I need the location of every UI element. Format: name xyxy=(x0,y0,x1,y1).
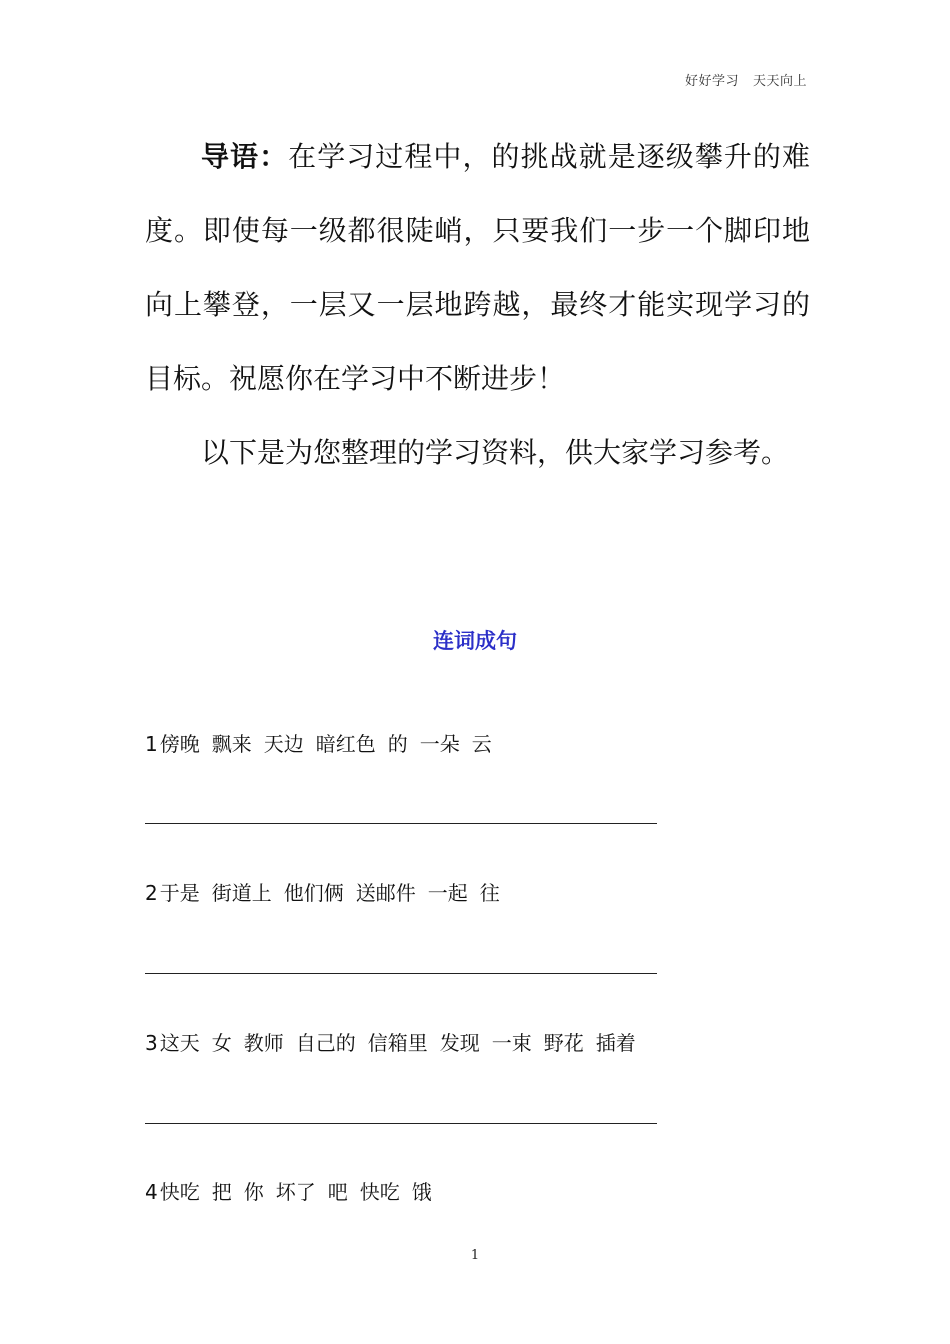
header-right-text: 天天向上 xyxy=(752,74,807,89)
question-number: 4 xyxy=(145,1180,158,1204)
question-word: 坏了 xyxy=(275,1180,316,1204)
question-word: 天边 xyxy=(263,732,304,756)
question-word: 女 xyxy=(211,1031,232,1055)
question-word: 一朵 xyxy=(419,732,460,756)
question-word: 饿 xyxy=(411,1180,432,1204)
question-word: 发现 xyxy=(439,1031,480,1055)
question-word: 这天 xyxy=(159,1031,200,1055)
question-word: 自己的 xyxy=(295,1031,356,1055)
question-word: 一起 xyxy=(427,881,468,905)
intro-section xyxy=(145,120,810,490)
question-word: 送邮件 xyxy=(355,881,416,905)
question-4 xyxy=(145,1176,444,1205)
question-1 xyxy=(145,728,504,757)
question-word: 一束 xyxy=(491,1031,532,1055)
page-header xyxy=(671,70,807,89)
question-number: 3 xyxy=(145,1031,158,1055)
question-word: 把 xyxy=(211,1180,232,1204)
question-word: 的 xyxy=(387,732,408,756)
answer-line-3[interactable] xyxy=(145,1123,657,1124)
question-word: 快吃 xyxy=(159,1180,200,1204)
question-word: 快吃 xyxy=(359,1180,400,1204)
question-word: 往 xyxy=(479,881,500,905)
question-number: 2 xyxy=(145,881,158,905)
intro-second-paragraph: 以下是为您整理的学习资料，供大家学习参考。 xyxy=(201,436,790,469)
question-word: 于是 xyxy=(159,881,200,905)
question-word: 你 xyxy=(243,1180,264,1204)
page-number: 1 xyxy=(470,1248,480,1263)
question-word: 飘来 xyxy=(211,732,252,756)
question-word: 街道上 xyxy=(211,881,272,905)
section-title: 连词成句 xyxy=(433,629,517,653)
question-word: 信箱里 xyxy=(367,1031,428,1055)
answer-line-2[interactable] xyxy=(145,973,657,974)
answer-line-1[interactable] xyxy=(145,823,657,824)
intro-paragraph xyxy=(145,120,810,416)
question-word: 云 xyxy=(471,732,492,756)
question-word: 教师 xyxy=(243,1031,284,1055)
question-word: 野花 xyxy=(543,1031,584,1055)
question-word: 暗红色 xyxy=(315,732,376,756)
question-word: 傍晚 xyxy=(159,732,200,756)
question-2 xyxy=(145,877,512,906)
question-3 xyxy=(145,1027,648,1056)
lead-label: 导语： xyxy=(201,140,289,173)
question-word: 吧 xyxy=(327,1180,348,1204)
header-left-text: 好好学习 xyxy=(684,74,739,89)
question-word: 插着 xyxy=(595,1031,636,1055)
lead-text: 在学习过程中，的挑战就是逐级攀升的难度。即使每一级都很陡峭，只要我们一步一个脚印地向上攀登，一层又一层地跨越，最终才能实现学习的目标。祝愿你在学习中不断进步！ xyxy=(145,140,810,395)
question-word: 他们俩 xyxy=(283,881,344,905)
question-number: 1 xyxy=(145,732,158,756)
